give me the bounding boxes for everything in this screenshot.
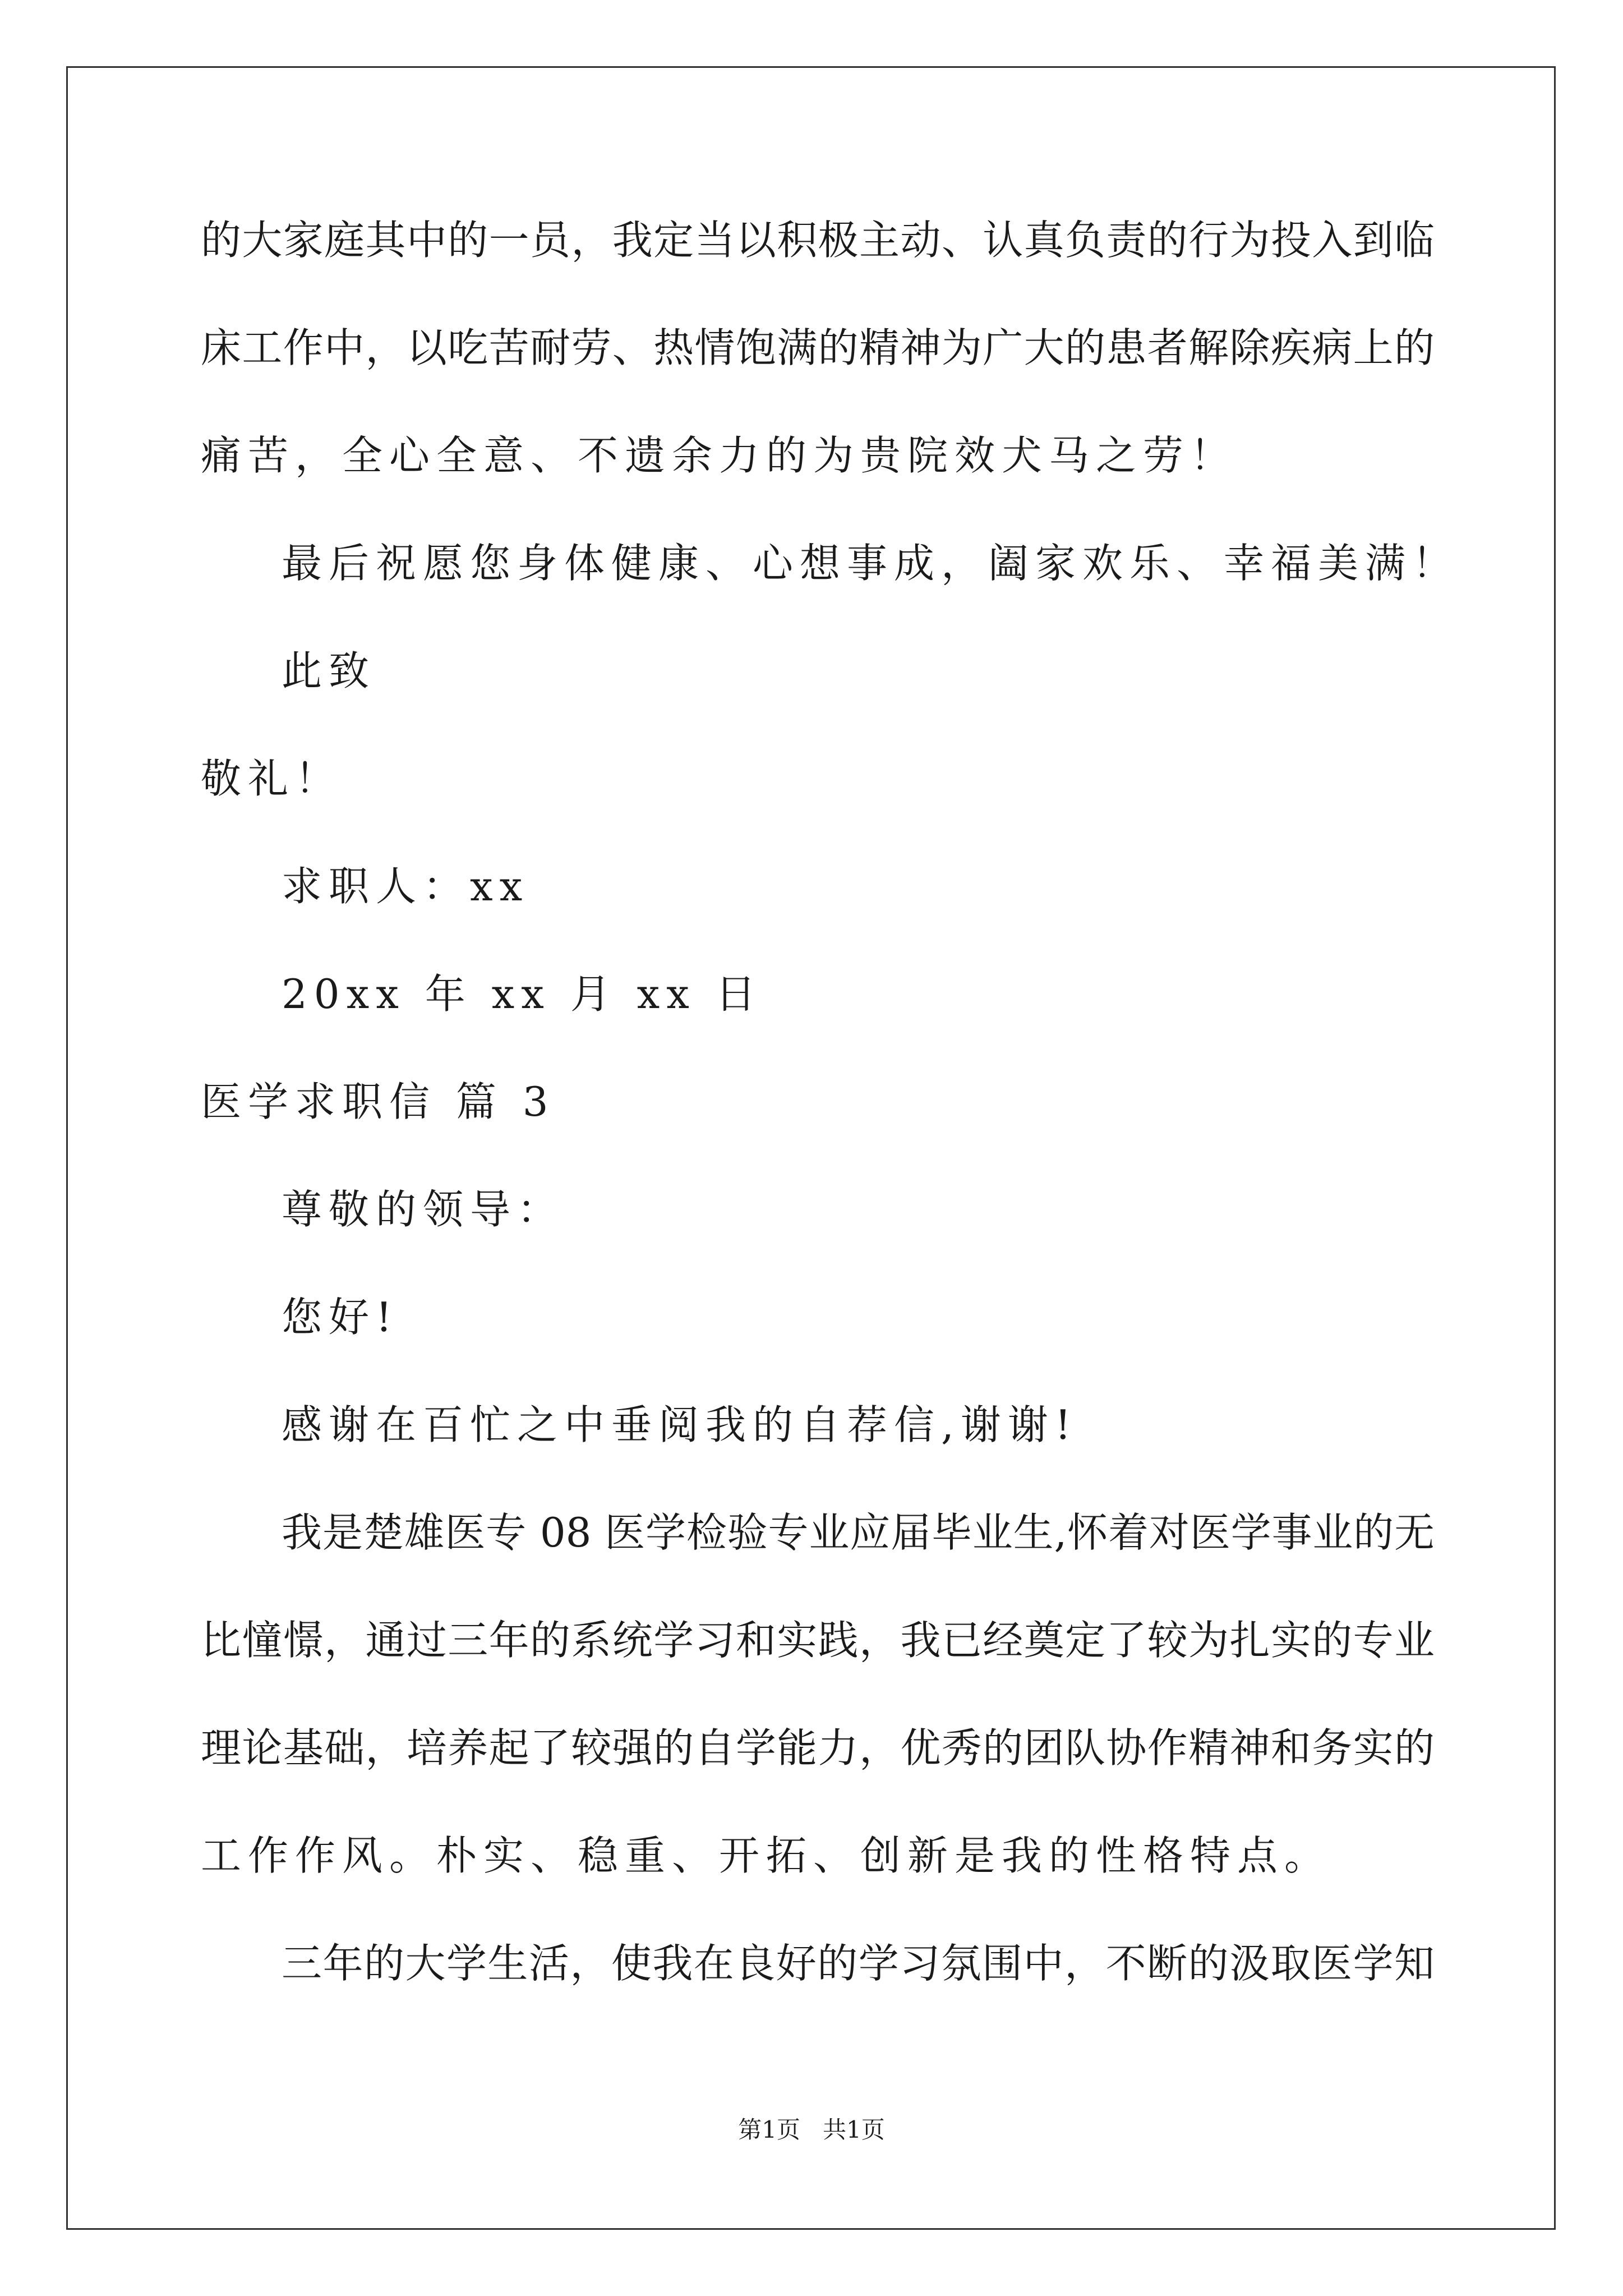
text-line: 理论基础，培养起了较强的自学能力，优秀的团队协作精神和务实的 (201, 1724, 1435, 1772)
text-line: 您好! (282, 1294, 399, 1341)
text-line: 的大家庭其中的一员，我定当以积极主动、认真负责的行为投入到临 (201, 217, 1435, 264)
text-line: 痛苦，全心全意、不遗余力的为贵院效犬马之劳！ (201, 432, 1238, 479)
section-heading: 医学求职信 篇 3 (201, 1078, 555, 1125)
text-line: 比憧憬，通过三年的系统学习和实践，我已经奠定了较为扎实的专业 (201, 1617, 1435, 1664)
text-line: 最后祝愿您身体健康、心想事成，阖家欢乐、幸福美满！ (282, 540, 1460, 587)
text-line: 20xx 年 xx 月 xx 日 (282, 970, 763, 1018)
text-line: 工作作风。朴实、稳重、开拓、创新是我的性格特点。 (201, 1832, 1332, 1879)
text-line: 感谢在百忙之中垂阅我的自荐信,谢谢! (282, 1401, 1078, 1448)
text-line: 敬礼！ (201, 755, 343, 802)
page-footer: 第1页 共1页 (738, 2116, 885, 2143)
text-line: 床工作中，以吃苦耐劳、热情饱满的精神为广大的患者解除疾病上的 (201, 324, 1435, 371)
text-line: 此致 (282, 647, 376, 694)
text-line: 求职人：xx (282, 863, 529, 910)
text-line: 我是楚雄医专 08 医学检验专业应届毕业生,怀着对医学事业的无 (282, 1509, 1435, 1556)
text-line: 尊敬的领导： (282, 1186, 565, 1233)
text-line: 三年的大学生活，使我在良好的学习氛围中，不断的汲取医学知 (282, 1940, 1435, 1987)
document-body (201, 217, 1460, 2051)
